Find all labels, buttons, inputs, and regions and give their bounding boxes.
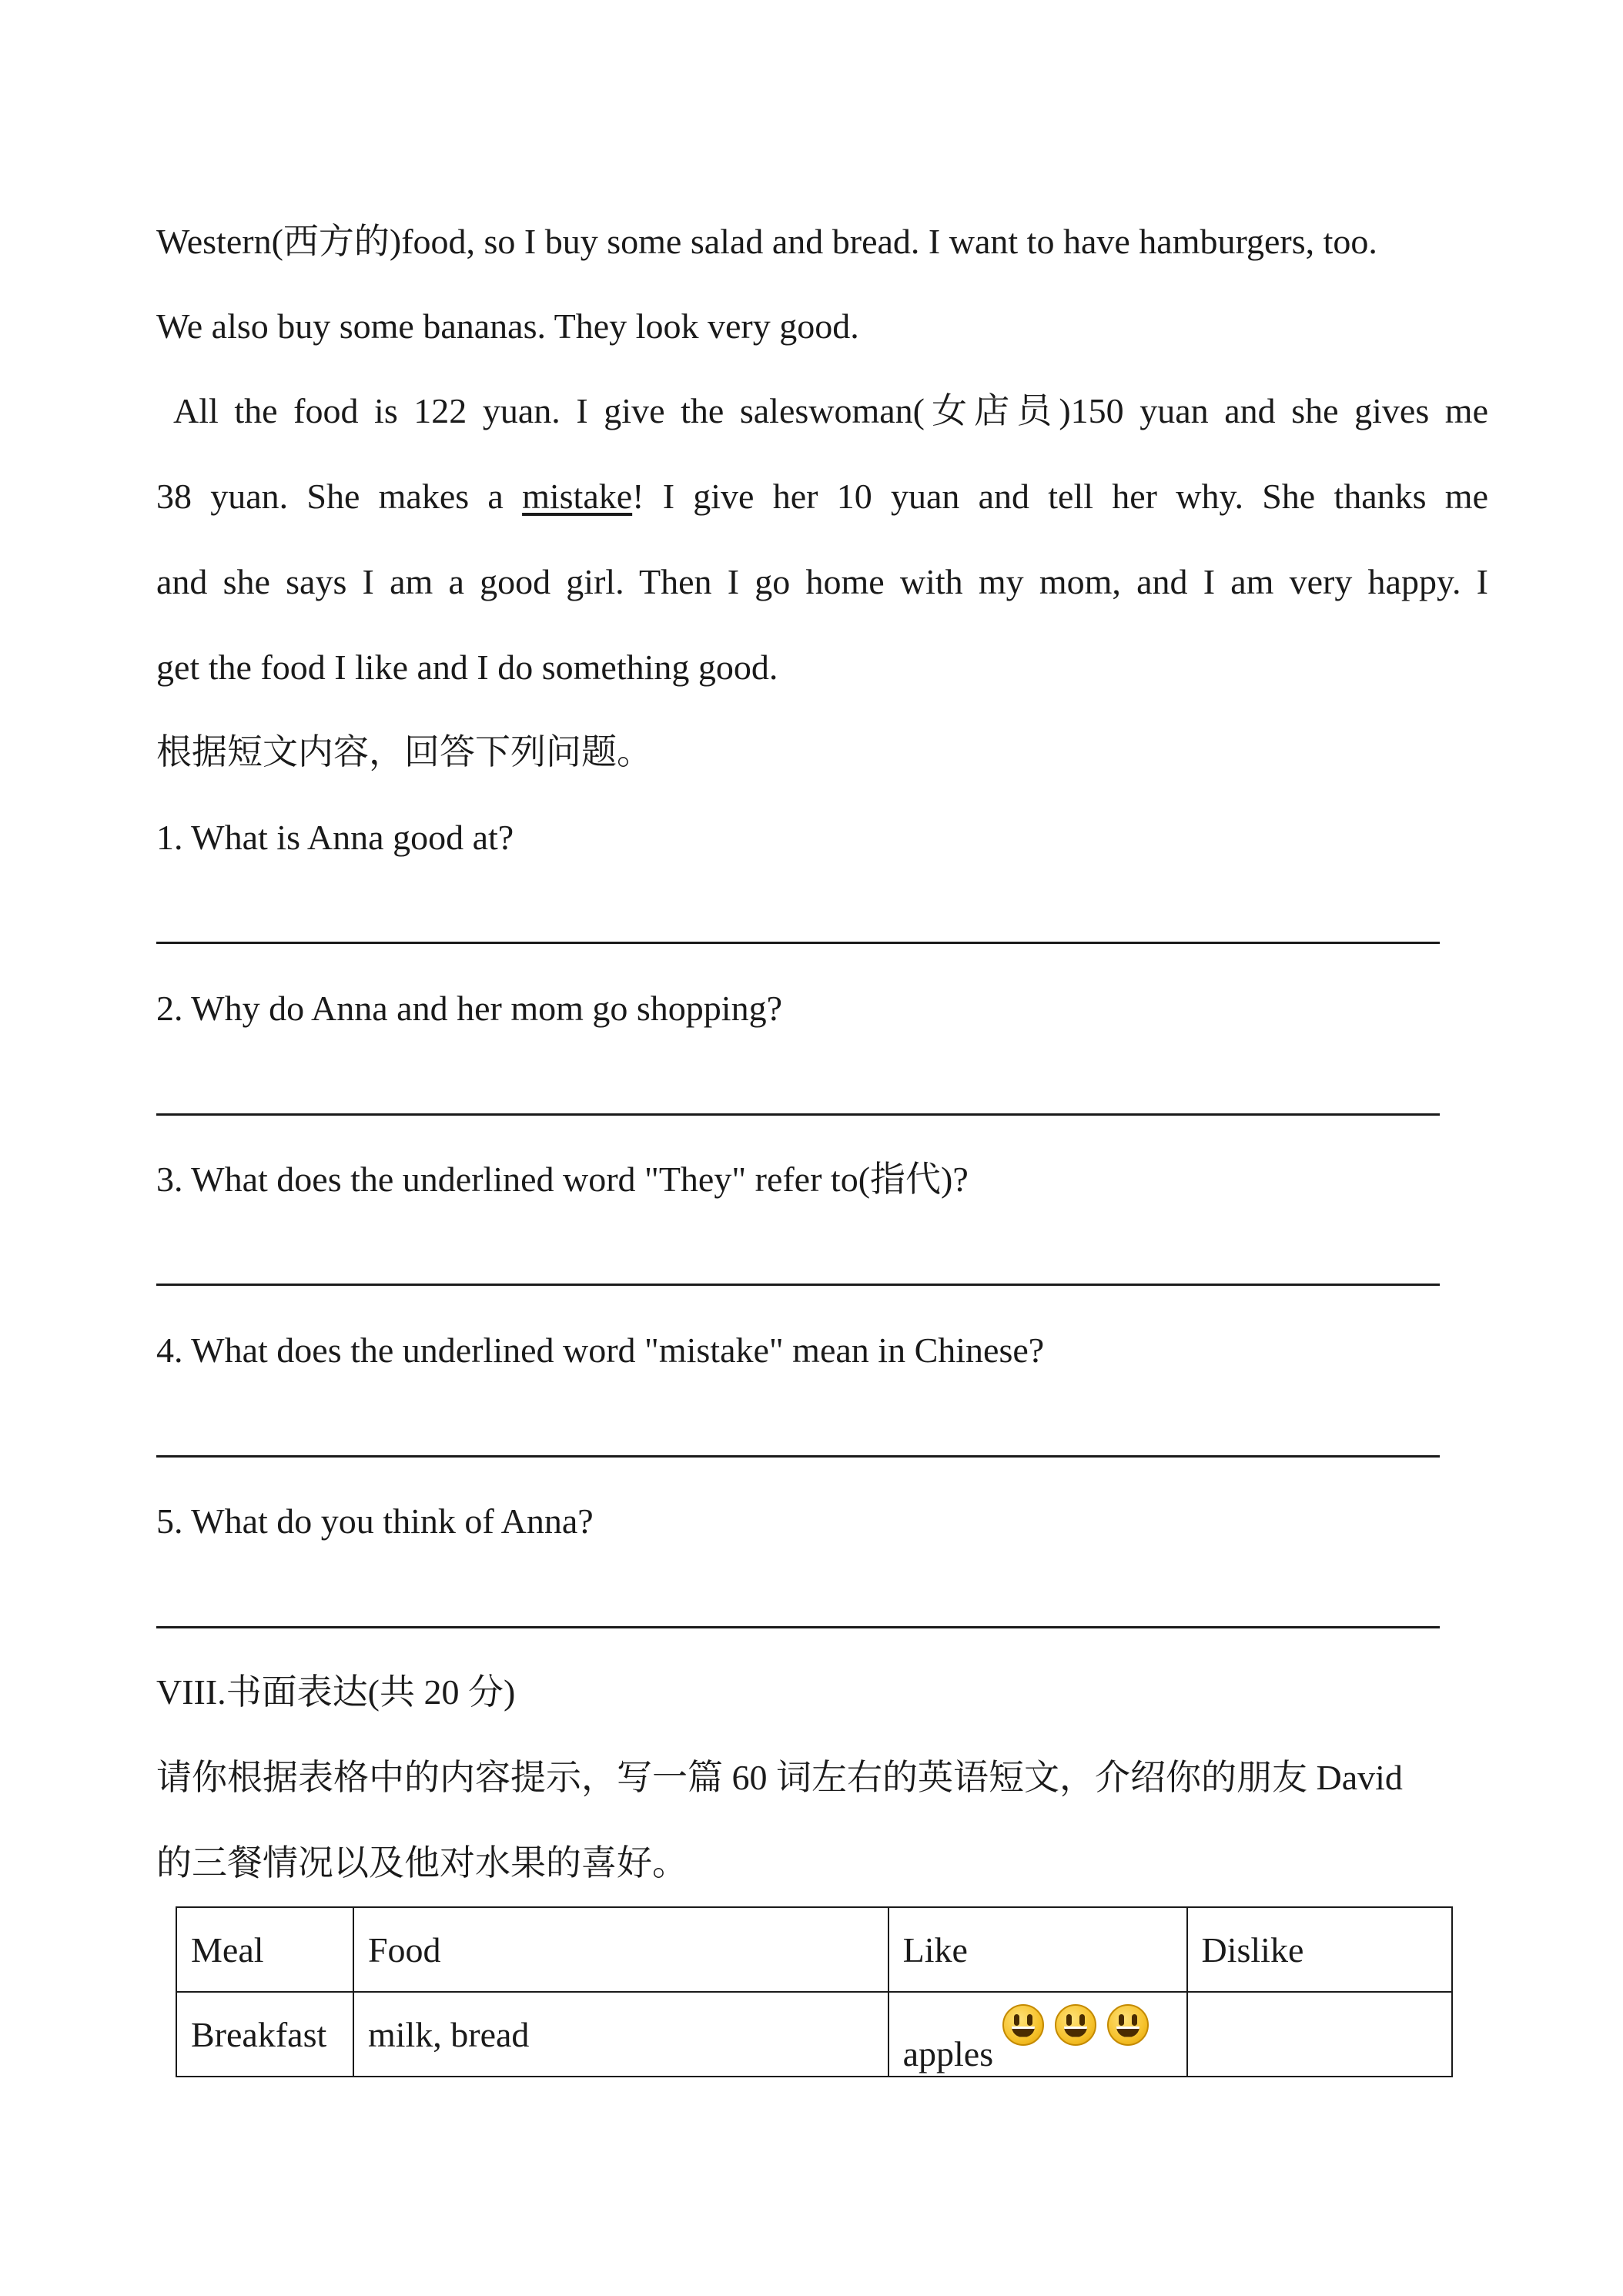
smiley-icon [1107,2004,1149,2046]
writing-prompt-line-1: 请你根据表格中的内容提示，写一篇 60 词左右的英语短文，介绍你的朋友 David [156,1758,1403,1797]
passage-line-4-start: 38 yuan. She makes a [156,477,523,516]
passage-line-5: and she says I am a good girl. Then I go home with my mom, and I am very happy. I [156,562,1488,601]
answer-line-4[interactable] [156,1455,1440,1458]
answer-line-2[interactable] [156,1113,1440,1116]
header-dislike: Dislike [1187,1907,1453,1992]
writing-prompt-line-2: 的三餐情况以及他对水果的喜好。 [156,1843,688,1883]
question-1: 1. What is Anna good at? [156,818,514,857]
question-4: 4. What does the underlined word "mistake" mean in Chinese? [156,1330,1045,1370]
section-heading: VIII.书面表达(共 20 分) [156,1672,516,1712]
answer-line-1[interactable] [156,942,1440,944]
cell-food: milk, bread [353,1992,888,2077]
meal-table [176,1906,1453,2077]
header-like: Like [888,1907,1187,1992]
cell-like [888,1992,1187,2077]
passage-line-4-end: ! I give her 10 yuan and tell her why. She thanks me [632,477,1488,516]
questions-instruction: 根据短文内容，回答下列问题。 [156,732,652,771]
passage-line-6: get the food I like and I do something good. [156,648,778,687]
like-rating [993,2025,1149,2064]
answer-line-3[interactable] [156,1284,1440,1286]
header-food: Food [353,1907,888,1992]
cell-like-text: apples [902,2033,994,2073]
question-3: 3. What does the underlined word "They" refer to(指代)? [156,1160,969,1199]
table-header-row [176,1907,1452,1992]
cell-dislike [1187,1992,1453,2077]
smiley-icon [1055,2004,1096,2046]
question-2: 2. Why do Anna and her mom go shopping? [156,989,782,1028]
passage-line-1: Western(西方的)food, so I buy some salad and bread. I want to have hamburgers, too. [156,222,1377,261]
table-row [176,1992,1452,2077]
passage-line-3: All the food is 122 yuan. I give the saleswoman(女店员)150 yuan and she gives me [173,391,1488,430]
header-meal: Meal [176,1907,353,1992]
smiley-icon [1002,2004,1044,2046]
cell-meal: Breakfast [176,1992,353,2077]
question-5: 5. What do you think of Anna? [156,1501,594,1541]
answer-line-5[interactable] [156,1626,1440,1628]
passage-line-4 [156,474,1488,520]
passage-line-2: We also buy some bananas. They look very good. [156,306,859,346]
underlined-word-mistake: mistake [522,477,633,516]
